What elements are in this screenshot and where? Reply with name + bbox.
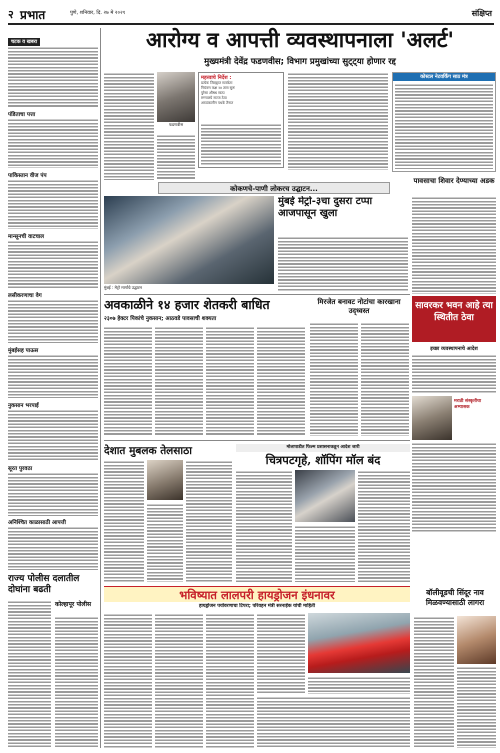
mid-right-text-2: [361, 322, 409, 436]
key-point-5: आपत्कालीन पथके तैनात: [201, 101, 234, 105]
hydrogen-text-2: [155, 613, 203, 748]
main-story-text-1: [104, 72, 154, 180]
metro-headline: मुंबई मेट्रो-३चा दुसरा टप्पा आजपासून खुला: [278, 196, 373, 219]
left-headline-11: कोल्हापूर पोलीस: [55, 601, 92, 608]
main-headline: आरोग्य व आपत्ती व्यवस्थापनाला 'अलर्ट': [146, 27, 454, 52]
kiosk-box: [392, 72, 496, 172]
bus-photo: [308, 613, 410, 673]
right-note: मराठी संस्कृतीचा अभ्यासक: [454, 399, 482, 410]
middle-text-4: [257, 326, 305, 436]
key-point-2: नियंत्रण कक्ष २४ तास सुरू: [201, 86, 235, 90]
section-label: संक्षिप्त: [471, 9, 492, 18]
newspaper-logo: प्रभात: [20, 8, 46, 22]
kiosk-title: कोस्टल नेटवर्किंग साठ मंत्र: [393, 73, 495, 81]
middle-subhead: २३०७ हेक्टर पिकांचे नुकसान; आठवडे पावसाची शक्यता: [104, 316, 217, 322]
oil-text-1: [104, 460, 144, 582]
left-text-block-7: [8, 409, 98, 461]
hydrogen-text-1: [104, 613, 152, 748]
fadnavis-photo: [157, 72, 195, 122]
middle-headline: अवकाळीने १४ हजार शेतकरी बाधित: [104, 297, 270, 312]
middle-text-3: [206, 326, 254, 436]
left-text-block-10: [8, 600, 51, 748]
hydrogen-text-5: [257, 696, 410, 748]
theatre-text-1: [236, 470, 292, 582]
oil-text-3: [186, 460, 232, 582]
left-text-block-2: [8, 118, 98, 168]
theatre-photo: [295, 470, 355, 522]
hydrogen-headline: भविष्यात लालपरी हायड्रोजन इंधनावर: [179, 588, 335, 602]
bollywood-headline: बॉलीवूडची सिंदूर नाव मिळवण्यासाठी लागरा: [425, 588, 485, 607]
left-headline-8: सूरत पुरवठा: [8, 466, 33, 472]
mid-right-headline: मिरजेत बनावट नोटांचा कारखाना उद्ध्वस्त: [317, 297, 401, 315]
left-headline-7: नुकसान भरपाई: [8, 403, 39, 409]
coastal-banner-text: कोकणचे-पाणी लोकरच उद्घाटन...: [230, 185, 318, 193]
oil-photo: [147, 460, 183, 500]
left-text-block-3: [8, 179, 98, 229]
left-text-block-9: [8, 526, 98, 570]
oil-text-2: [147, 503, 183, 582]
middle-divider: [104, 294, 410, 295]
bollywood-photo: [457, 616, 496, 664]
left-text-block-4: [8, 240, 98, 288]
left-headline-4: मान्सूनची वाटचाल: [8, 234, 44, 240]
left-tag: चटक व खबरा: [8, 38, 40, 46]
key-points-box: [198, 72, 284, 168]
metro-caption: मुंबई : मेट्रो मार्गाचे उद्घाटन: [104, 285, 143, 290]
main-story-text-2: [157, 134, 195, 180]
theatre-text-3: [358, 470, 410, 582]
left-headline-3: पाकिस्तान वीज पंप: [8, 173, 47, 179]
masthead: [8, 6, 494, 22]
right-sub-heading: इच्छा व्यवस्थापनाचे आदेश: [430, 346, 478, 352]
key-points-title: महत्त्वाचे निर्देश :: [201, 75, 232, 81]
hydrogen-text-6: [308, 676, 410, 694]
masthead-rule: [8, 23, 494, 25]
theatre-label: मोलापाडीत फिल्म प्रशासनाकडून आदेश जारी: [236, 444, 410, 452]
theatre-headline: चित्रपटगृहे, शॉपिंग मॉल बंद: [265, 453, 381, 467]
metro-photo: [104, 196, 274, 284]
savarkar-box: [412, 296, 496, 342]
left-text-block-1: [8, 46, 98, 108]
left-divider: [100, 28, 101, 748]
left-headline-5: लसीकरणाचा वेग: [8, 293, 42, 299]
right-col-title: पावसाचा शिवार देण्याच्या अडक: [413, 176, 495, 185]
left-headline-9: अनिश्चित काळासाठी आपत्ती: [8, 520, 66, 526]
mid-right-text-1: [310, 322, 358, 436]
key-point-3: पुरेसा औषध साठा: [201, 91, 225, 95]
left-headline-10: राज्य पोलीस दलातील दोघांना बढती: [8, 574, 80, 595]
left-column: [8, 28, 98, 748]
metro-text: [278, 236, 408, 292]
key-point-1: प्रत्येक जिल्ह्यात सतर्कता: [201, 81, 233, 85]
left-text-block-8: [8, 472, 98, 516]
coastal-banner: [158, 182, 390, 194]
oil-headline: देशात मुबलक तेलसाठा: [104, 445, 192, 457]
key-point-4: रुग्णालये सज्ज ठेवा: [201, 96, 227, 100]
main-subhead: मुख्यमंत्री देवेंद्र फडणवीस; विभाग प्रमुखांच्या सुट्ट्या होणार रद्द: [204, 57, 396, 67]
bollywood-text-2: [457, 666, 496, 748]
left-headline-2: पंडिताचा पत्ता: [8, 112, 36, 118]
right-portrait-photo: [412, 396, 452, 440]
dateline: पुणे, शनिवार, दि. २७ मे २०२१: [70, 10, 126, 16]
left-text-block-5: [8, 299, 98, 343]
savarkar-headline: सावरकर भवन आहे त्या स्थितीत ठेवा: [415, 301, 493, 323]
main-story-text-3: [288, 72, 388, 170]
lower-divider: [104, 440, 410, 441]
theatre-text-2: [295, 525, 355, 582]
hydrogen-text-4: [257, 613, 305, 693]
left-text-block-6: [8, 354, 98, 398]
hydrogen-banner: [104, 586, 410, 602]
left-headline-6: मुंबईसह पाऊस: [8, 348, 39, 354]
middle-text-2: [155, 326, 203, 436]
bollywood-text-1: [414, 616, 454, 748]
hydrogen-subhead: हायड्रोजन पर्यावरणाचा टिपरा; परिवहन मंत्री सरनाईक यांची माहिती: [198, 604, 316, 609]
hydrogen-text-3: [206, 613, 254, 748]
left-text-block-11: [55, 616, 98, 748]
fadnavis-caption: फडणवीस: [168, 122, 184, 127]
page-number: २: [8, 8, 14, 21]
middle-text-1: [104, 326, 152, 436]
